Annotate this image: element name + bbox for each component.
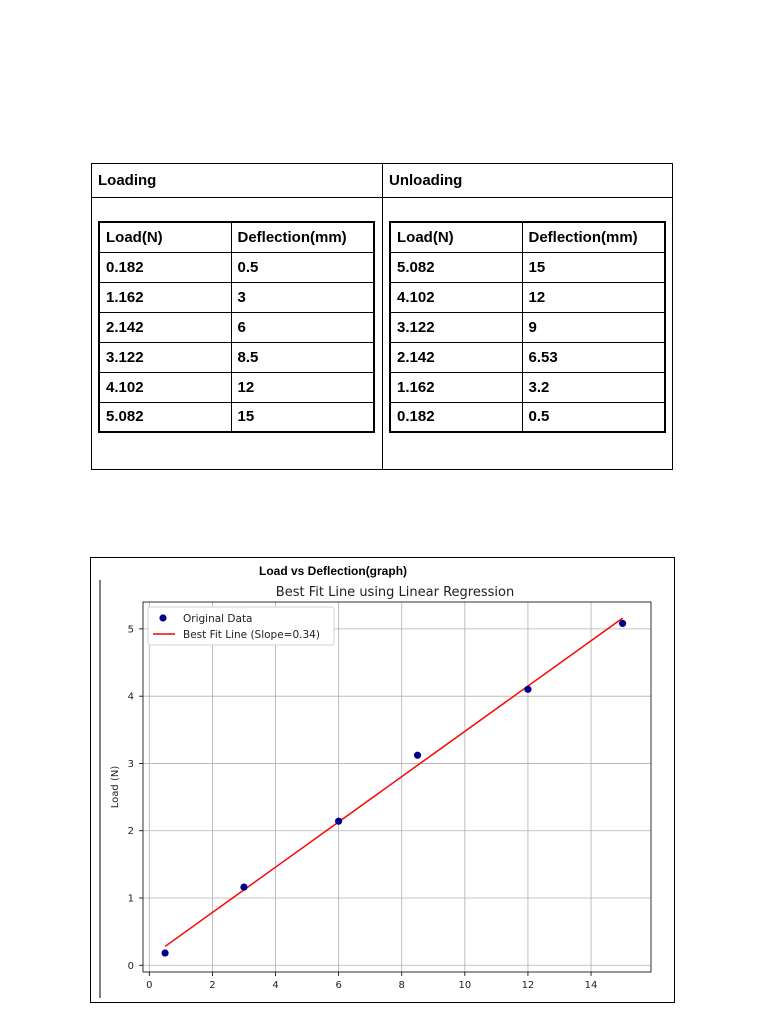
y-tick-label: 1	[127, 893, 134, 905]
y-axis-label: Load (N)	[110, 765, 121, 809]
x-tick-label: 6	[335, 980, 342, 991]
data-point	[240, 884, 247, 891]
load-cell: 4.102	[390, 282, 522, 312]
header-cell: Load(N)	[99, 222, 231, 252]
deflection-cell: 6	[231, 312, 374, 342]
load-cell: 3.122	[390, 312, 522, 342]
table-row	[99, 402, 374, 432]
table-row	[390, 312, 665, 342]
table-row	[99, 282, 374, 312]
load-cell: 4.102	[99, 372, 231, 402]
legend-label: Original Data	[183, 613, 253, 625]
deflection-cell: 8.5	[231, 342, 374, 372]
series	[161, 618, 626, 956]
x-tick-label: 0	[146, 980, 153, 991]
table-row	[390, 282, 665, 312]
column-divider	[382, 164, 383, 469]
deflection-cell: 15	[522, 252, 665, 282]
y-tick-label: 5	[127, 624, 134, 636]
deflection-cell: 12	[522, 282, 665, 312]
table-row	[99, 342, 374, 372]
y-tick-label: 0	[127, 960, 134, 972]
load-cell: 5.082	[390, 252, 522, 282]
chart	[91, 558, 673, 1001]
table-row	[390, 372, 665, 402]
header-divider	[92, 197, 672, 198]
x-tick-label: 2	[209, 980, 216, 991]
graph-frame	[90, 557, 675, 1003]
load-cell: 3.122	[99, 342, 231, 372]
deflection-cell: 0.5	[522, 402, 665, 432]
deflection-cell: 3	[231, 282, 374, 312]
x-tick-label: 12	[521, 980, 535, 991]
data-point	[335, 818, 342, 825]
data-point	[414, 752, 421, 759]
table-row	[390, 252, 665, 282]
y-tick-label: 4	[127, 691, 134, 703]
load-cell: 5.082	[99, 402, 231, 432]
table-row	[390, 402, 665, 432]
table-row	[390, 342, 665, 372]
best-fit-line	[165, 618, 623, 946]
x-tick-label: 8	[398, 980, 405, 991]
deflection-cell: 9	[522, 312, 665, 342]
chart-title: Best Fit Line using Linear Regression	[275, 585, 515, 600]
header-cell: Deflection(mm)	[231, 222, 374, 252]
data-table	[91, 163, 673, 470]
deflection-cell: 3.2	[522, 372, 665, 402]
plot-area	[143, 602, 651, 972]
deflection-cell: 15	[231, 402, 374, 432]
table-row	[99, 372, 374, 402]
table-row	[99, 252, 374, 282]
header-cell: Load(N)	[390, 222, 522, 252]
grid	[143, 602, 651, 972]
deflection-cell: 0.5	[231, 252, 374, 282]
load-cell: 2.142	[390, 342, 522, 372]
data-point	[619, 620, 626, 627]
data-point	[161, 949, 168, 956]
table-header-row	[99, 222, 374, 252]
unloading-title: Unloading	[389, 172, 463, 189]
legend-marker	[159, 614, 166, 621]
loading-title: Loading	[98, 172, 157, 189]
load-cell: 1.162	[99, 282, 231, 312]
table-row	[99, 312, 374, 342]
load-cell: 0.182	[390, 402, 522, 432]
y-tick-label: 3	[127, 758, 134, 770]
table-header-row	[390, 222, 665, 252]
ticks	[128, 624, 598, 991]
unloading-table	[389, 221, 666, 433]
load-cell: 0.182	[99, 252, 231, 282]
x-tick-label: 14	[584, 980, 598, 991]
loading-table	[98, 221, 375, 433]
legend	[148, 607, 334, 645]
load-cell: 2.142	[99, 312, 231, 342]
deflection-cell: 12	[231, 372, 374, 402]
legend-label: Best Fit Line (Slope=0.34)	[183, 629, 320, 641]
data-point	[524, 686, 531, 693]
x-tick-label: 10	[458, 980, 472, 991]
header-cell: Deflection(mm)	[522, 222, 665, 252]
y-tick-label: 2	[127, 826, 134, 838]
x-tick-label: 4	[272, 980, 279, 991]
graph-caption: Load vs Deflection(graph)	[259, 564, 408, 578]
deflection-cell: 6.53	[522, 342, 665, 372]
load-cell: 1.162	[390, 372, 522, 402]
